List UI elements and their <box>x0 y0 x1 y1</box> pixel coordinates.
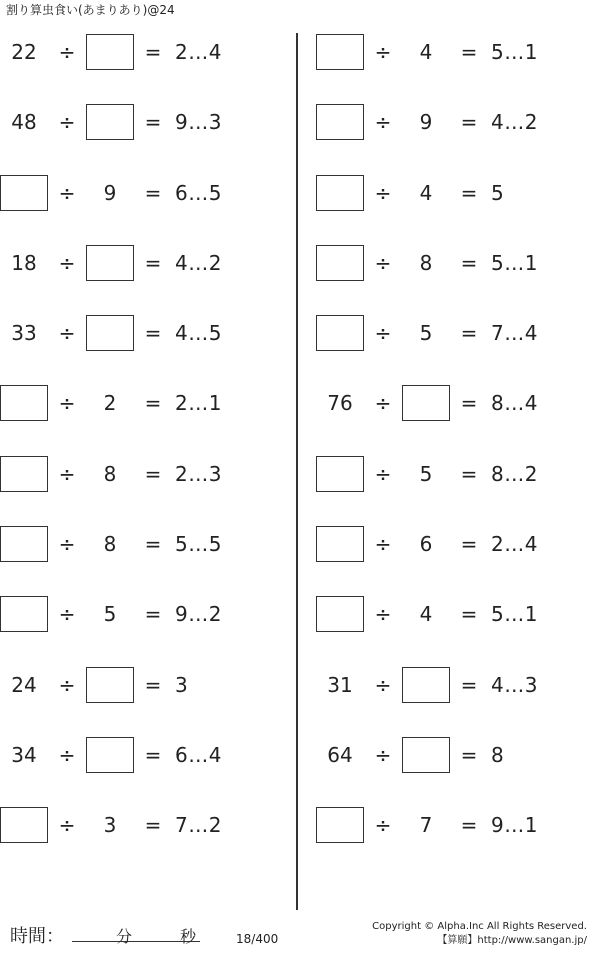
divisor: 8 <box>103 461 117 486</box>
dividend-answer-box[interactable] <box>316 456 364 492</box>
dividend: 24 <box>11 672 37 697</box>
divisor-answer-box[interactable] <box>402 737 450 773</box>
quotient-remainder: 5…1 <box>491 602 538 627</box>
quotient-remainder: 4…2 <box>175 250 222 275</box>
equals-sign: = <box>144 180 162 205</box>
divide-sign: ÷ <box>58 321 76 346</box>
divide-sign: ÷ <box>374 602 392 627</box>
problem-row <box>316 297 600 367</box>
quotient-remainder: 5 <box>491 180 505 205</box>
dividend-answer-box[interactable] <box>316 104 364 140</box>
quotient-remainder: 9…1 <box>491 813 538 838</box>
dividend: 64 <box>327 742 353 767</box>
problem-row <box>316 508 600 578</box>
equals-sign: = <box>460 110 478 135</box>
equals-sign: = <box>460 532 478 557</box>
problem-row <box>316 367 600 437</box>
quotient-remainder: 9…2 <box>175 602 222 627</box>
problem-row <box>0 297 290 367</box>
equals-sign: = <box>144 813 162 838</box>
problem-row <box>0 227 290 297</box>
quotient-remainder: 5…1 <box>491 40 538 64</box>
quotient-remainder: 2…4 <box>175 40 222 64</box>
dividend: 22 <box>11 40 37 64</box>
equals-sign: = <box>144 250 162 275</box>
page-title: 割り算虫食い(あまりあり)@24 <box>6 3 175 17</box>
dividend-answer-box[interactable] <box>0 385 48 421</box>
equals-sign: = <box>460 391 478 416</box>
minutes-label: 分 <box>116 927 133 946</box>
equals-sign: = <box>460 813 478 838</box>
quotient-remainder: 6…4 <box>175 742 222 767</box>
quotient-remainder: 7…4 <box>491 321 538 346</box>
problem-row <box>316 227 600 297</box>
time-label: 時間： <box>10 926 64 947</box>
divide-sign: ÷ <box>374 321 392 346</box>
left-problem-column <box>0 16 290 860</box>
problem-row <box>316 86 600 156</box>
divisor: 9 <box>103 180 117 205</box>
divide-sign: ÷ <box>374 250 392 275</box>
copyright-line: Copyright © Alpha.Inc All Rights Reserved. <box>372 921 587 932</box>
divisor-answer-box[interactable] <box>86 34 134 70</box>
dividend-answer-box[interactable] <box>316 807 364 843</box>
dividend-answer-box[interactable] <box>316 34 364 70</box>
divide-sign: ÷ <box>58 180 76 205</box>
divide-sign: ÷ <box>374 40 392 64</box>
right-problem-column <box>316 16 600 860</box>
quotient-remainder: 4…2 <box>491 110 538 135</box>
dividend-answer-box[interactable] <box>0 596 48 632</box>
equals-sign: = <box>460 742 478 767</box>
equals-sign: = <box>460 180 478 205</box>
dividend: 34 <box>11 742 37 767</box>
divisor: 8 <box>419 250 433 275</box>
problem-row <box>316 649 600 719</box>
divide-sign: ÷ <box>374 742 392 767</box>
problem-row <box>0 508 290 578</box>
divisor: 5 <box>419 461 433 486</box>
divisor-answer-box[interactable] <box>86 104 134 140</box>
divisor: 2 <box>103 391 117 416</box>
problem-row <box>0 367 290 437</box>
equals-sign: = <box>144 110 162 135</box>
problem-row <box>0 719 290 789</box>
quotient-remainder: 8…4 <box>491 391 538 416</box>
dividend-answer-box[interactable] <box>0 456 48 492</box>
divide-sign: ÷ <box>58 672 76 697</box>
quotient-remainder: 9…3 <box>175 110 222 135</box>
problem-row <box>0 649 290 719</box>
divisor: 9 <box>419 110 433 135</box>
problem-row <box>316 789 600 859</box>
site-credit: 【算願】http://www.sangan.jp/ <box>437 935 587 946</box>
dividend: 18 <box>11 250 37 275</box>
equals-sign: = <box>460 672 478 697</box>
problem-row <box>0 789 290 859</box>
problem-row <box>316 157 600 227</box>
equals-sign: = <box>144 391 162 416</box>
dividend-answer-box[interactable] <box>0 175 48 211</box>
dividend-answer-box[interactable] <box>0 807 48 843</box>
problem-row <box>316 719 600 789</box>
divisor: 6 <box>419 532 433 557</box>
column-divider <box>296 33 298 910</box>
dividend: 31 <box>327 672 353 697</box>
problem-row <box>0 86 290 156</box>
divide-sign: ÷ <box>58 532 76 557</box>
seconds-label: 秒 <box>180 927 197 946</box>
divide-sign: ÷ <box>58 110 76 135</box>
divisor: 7 <box>419 813 433 838</box>
divide-sign: ÷ <box>374 532 392 557</box>
dividend-answer-box[interactable] <box>316 315 364 351</box>
quotient-remainder: 3 <box>175 672 189 697</box>
divisor-answer-box[interactable] <box>402 385 450 421</box>
divide-sign: ÷ <box>374 461 392 486</box>
equals-sign: = <box>144 532 162 557</box>
equals-sign: = <box>144 40 162 64</box>
divide-sign: ÷ <box>374 672 392 697</box>
divide-sign: ÷ <box>58 602 76 627</box>
quotient-remainder: 8…2 <box>491 461 538 486</box>
divide-sign: ÷ <box>374 813 392 838</box>
problem-row <box>0 157 290 227</box>
quotient-remainder: 6…5 <box>175 180 222 205</box>
quotient-remainder: 4…3 <box>491 672 538 697</box>
problem-row <box>0 16 290 86</box>
dividend: 33 <box>11 321 37 346</box>
dividend-answer-box[interactable] <box>316 245 364 281</box>
divide-sign: ÷ <box>374 391 392 416</box>
equals-sign: = <box>144 602 162 627</box>
divisor-answer-box[interactable] <box>86 737 134 773</box>
dividend: 48 <box>11 110 37 135</box>
equals-sign: = <box>460 321 478 346</box>
equals-sign: = <box>144 461 162 486</box>
equals-sign: = <box>144 742 162 767</box>
dividend-answer-box[interactable] <box>316 596 364 632</box>
dividend: 76 <box>327 391 353 416</box>
quotient-remainder: 8 <box>491 742 505 767</box>
divisor: 4 <box>419 602 433 627</box>
divisor: 5 <box>103 602 117 627</box>
divisor-answer-box[interactable] <box>86 667 134 703</box>
equals-sign: = <box>460 461 478 486</box>
divisor: 8 <box>103 532 117 557</box>
copyright <box>372 920 587 948</box>
divide-sign: ÷ <box>374 110 392 135</box>
problem-row <box>316 16 600 86</box>
divisor: 5 <box>419 321 433 346</box>
dividend-answer-box[interactable] <box>316 175 364 211</box>
divisor: 4 <box>419 40 433 64</box>
quotient-remainder: 2…1 <box>175 391 222 416</box>
equals-sign: = <box>460 602 478 627</box>
problem-row <box>0 438 290 508</box>
divide-sign: ÷ <box>58 40 76 64</box>
equals-sign: = <box>144 321 162 346</box>
equals-sign: = <box>460 40 478 64</box>
problem-row <box>316 578 600 648</box>
divide-sign: ÷ <box>58 742 76 767</box>
divisor-answer-box[interactable] <box>86 245 134 281</box>
divisor: 3 <box>103 813 117 838</box>
page-number: 18/400 <box>236 932 279 946</box>
divide-sign: ÷ <box>58 813 76 838</box>
quotient-remainder: 2…3 <box>175 461 222 486</box>
divide-sign: ÷ <box>58 250 76 275</box>
dividend-answer-box[interactable] <box>0 526 48 562</box>
problem-row <box>0 578 290 648</box>
equals-sign: = <box>144 672 162 697</box>
divide-sign: ÷ <box>58 391 76 416</box>
quotient-remainder: 5…1 <box>491 250 538 275</box>
divide-sign: ÷ <box>374 180 392 205</box>
divisor-answer-box[interactable] <box>402 667 450 703</box>
equals-sign: = <box>460 250 478 275</box>
quotient-remainder: 7…2 <box>175 813 222 838</box>
quotient-remainder: 5…5 <box>175 532 222 557</box>
divisor-answer-box[interactable] <box>86 315 134 351</box>
divide-sign: ÷ <box>58 461 76 486</box>
divisor: 4 <box>419 180 433 205</box>
problem-row <box>316 438 600 508</box>
quotient-remainder: 2…4 <box>491 532 538 557</box>
quotient-remainder: 4…5 <box>175 321 222 346</box>
dividend-answer-box[interactable] <box>316 526 364 562</box>
